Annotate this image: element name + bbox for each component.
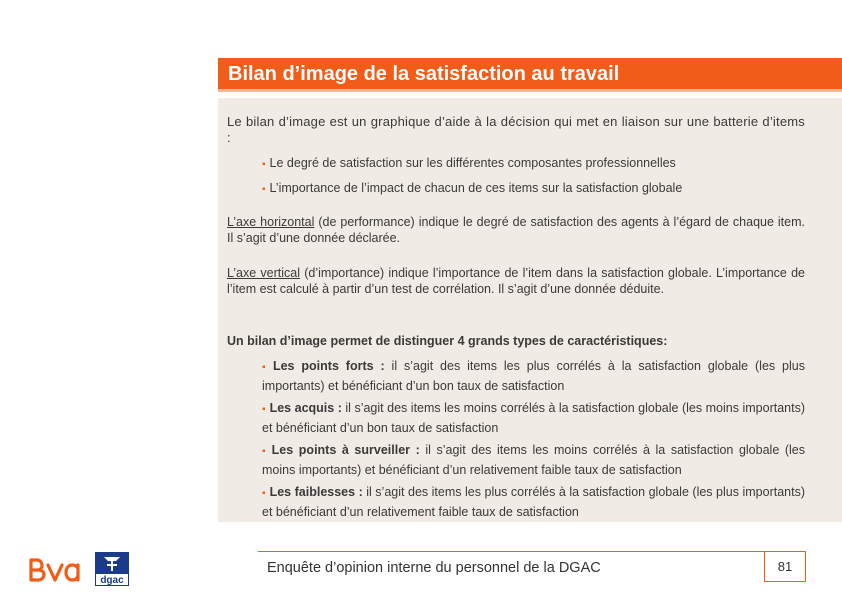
- criteria-bullet-text: L’importance de l’impact de chacun de ces items sur la satisfaction globale: [269, 181, 683, 195]
- type-text: il s’agit des items les plus corrélés à la satisfaction globale (les plus importants) et bénéficiant d’un bon taux de satisfaction: [262, 359, 805, 393]
- slide-title-bar: [218, 58, 842, 92]
- bva-logo: [28, 557, 88, 588]
- type-label: Les acquis :: [269, 401, 342, 415]
- criteria-bullet-2: [262, 181, 682, 195]
- criteria-bullet-1: [262, 156, 676, 170]
- intro-paragraph: Le bilan d’image est un graphique d’aide à la décision qui met en liaison sur une batterie d’items :: [227, 114, 805, 145]
- vertical-axis-label: L’axe vertical: [227, 266, 301, 280]
- vertical-axis-paragraph: [227, 265, 805, 297]
- bullet-square-icon: ▪: [262, 404, 266, 415]
- type-text: il s’agit des items les plus corrélés à la satisfaction globale (les plus importants) et bénéficiant d’un relativement faible taux de satisfaction: [262, 485, 806, 519]
- dgac-logo: [95, 552, 129, 591]
- type-label: Les points forts :: [272, 359, 385, 373]
- bullet-square-icon: ▪: [262, 488, 266, 499]
- type-item-faiblesses: [262, 483, 805, 521]
- type-text: il s’agit des items les moins corrélés à la satisfaction globale (les moins importants) et bénéficiant d’un relativement faible taux de satisfaction: [262, 443, 805, 477]
- criteria-bullet-text: Le degré de satisfaction sur les différentes composantes professionnelles: [269, 156, 676, 170]
- footer-divider: [258, 551, 806, 552]
- dgac-logo-text: dgac: [100, 575, 124, 586]
- type-label: Les faiblesses :: [269, 485, 363, 499]
- bullet-square-icon: ▪: [262, 184, 266, 195]
- horizontal-axis-label: L’axe horizontal: [227, 215, 315, 229]
- type-item-points-forts: [262, 357, 805, 395]
- slide-title: Bilan d’image de la satisfaction au travail: [228, 63, 620, 85]
- horizontal-axis-text: (de performance) indique le degré de satisfaction des agents à l’égard de chaque item. Il s’agit d’une donnée déclarée.: [227, 215, 805, 245]
- bullet-square-icon: ▪: [262, 362, 269, 373]
- vertical-axis-text: (d’importance) indique l’importance de l’item dans la satisfaction globale. L’importance de l’item est calculé à partir d’un test de corrélation. Il s’agit d’une donnée déduite.: [227, 266, 806, 296]
- type-text: il s’agit des items les moins corrélés à la satisfaction globale (les moins importants) et bénéficiant d’un bon taux de satisfaction: [262, 401, 805, 435]
- summary-heading: Un bilan d’image permet de distinguer 4 grands types de caractéristiques:: [227, 334, 668, 348]
- page-number: 81: [764, 551, 806, 582]
- type-item-points-a-surveiller: [262, 441, 805, 479]
- bullet-square-icon: ▪: [262, 159, 266, 170]
- bullet-square-icon: ▪: [262, 446, 268, 457]
- type-label: Les points à surveiller :: [271, 443, 420, 457]
- footer-caption: Enquête d’opinion interne du personnel de la DGAC: [267, 560, 601, 576]
- type-item-acquis: [262, 399, 805, 437]
- horizontal-axis-paragraph: [227, 214, 805, 246]
